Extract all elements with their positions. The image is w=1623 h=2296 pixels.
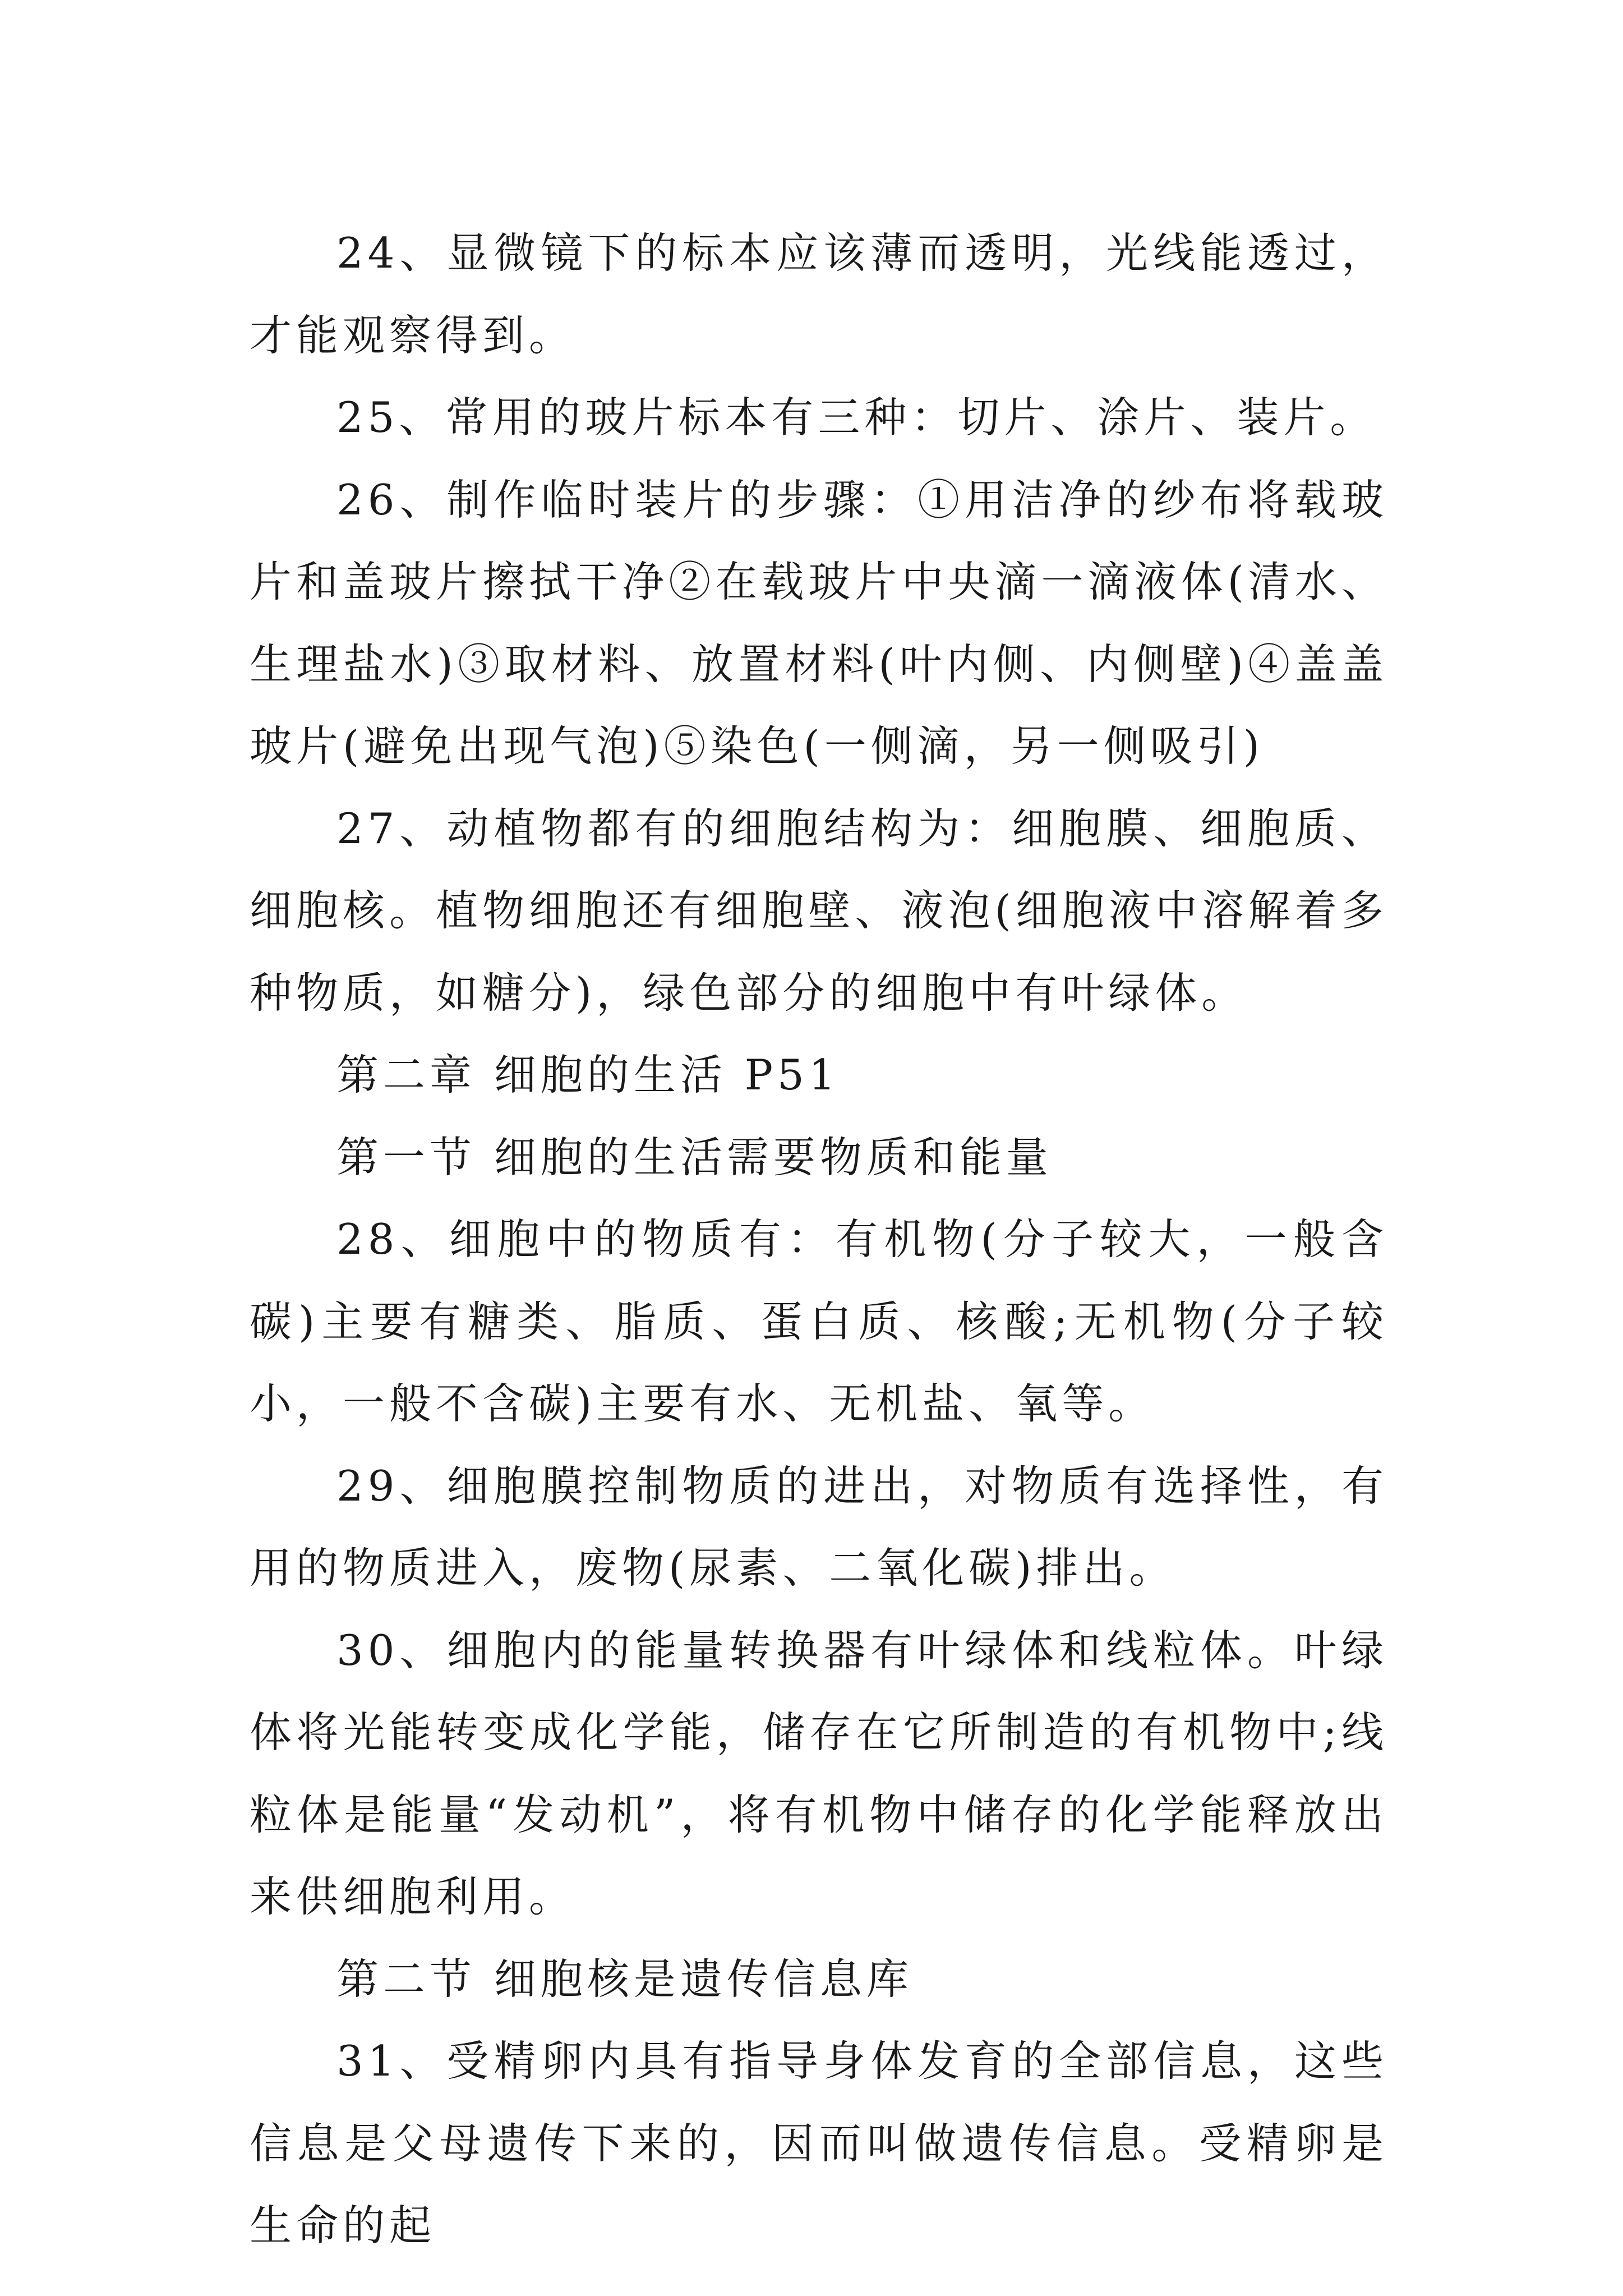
item-27-paragraph: 27、动植物都有的细胞结构为：细胞膜、细胞质、细胞核。植物细胞还有细胞壁、液泡(细胞液中溶解着多种物质，如糖分)，绿色部分的细胞中有叶绿体。 [250,803,1388,1018]
item-29-paragraph: 29、细胞膜控制物质的进出，对物质有选择性，有用的物质进入，废物(尿素、二氧化碳)排出。 [250,1461,1388,1593]
document-body [250,212,1388,2267]
item-26-paragraph: 26、制作临时装片的步骤：①用洁净的纱布将载玻片和盖玻片擦拭干净②在载玻片中央滴一滴液体(清水、生理盐水)③取材料、放置材料(叶内侧、内侧壁)④盖盖玻片(避免出现气泡)⑤染色(一侧滴，另一侧吸引) [250,475,1388,771]
chapter-heading: 第二章 细胞的生活 P51 [336,1050,840,1099]
item-25-paragraph: 25、常用的玻片标本有三种：切片、涂片、装片。 [336,393,1377,442]
item-24-paragraph: 24、显微镜下的标本应该薄而透明，光线能透过，才能观察得到。 [250,228,1388,360]
item-28-paragraph: 28、细胞中的物质有：有机物(分子较大，一般含碳)主要有糖类、脂质、蛋白质、核酸;无机物(分子较小，一般不含碳)主要有水、无机盐、氧等。 [250,1214,1388,1428]
item-31-paragraph: 31、受精卵内具有指导身体发育的全部信息，这些信息是父母遗传下来的，因而叫做遗传信息。受精卵是生命的起 [250,2036,1388,2250]
section-two-heading: 第二节 细胞核是遗传信息库 [336,1954,913,2004]
section-one-heading: 第一节 细胞的生活需要物质和能量 [336,1132,1053,1182]
item-30-paragraph: 30、细胞内的能量转换器有叶绿体和线粒体。叶绿体将光能转变成化学能，储存在它所制造的有机物中;线粒体是能量“发动机”，将有机物中储存的化学能释放出来供细胞利用。 [250,1625,1388,1921]
